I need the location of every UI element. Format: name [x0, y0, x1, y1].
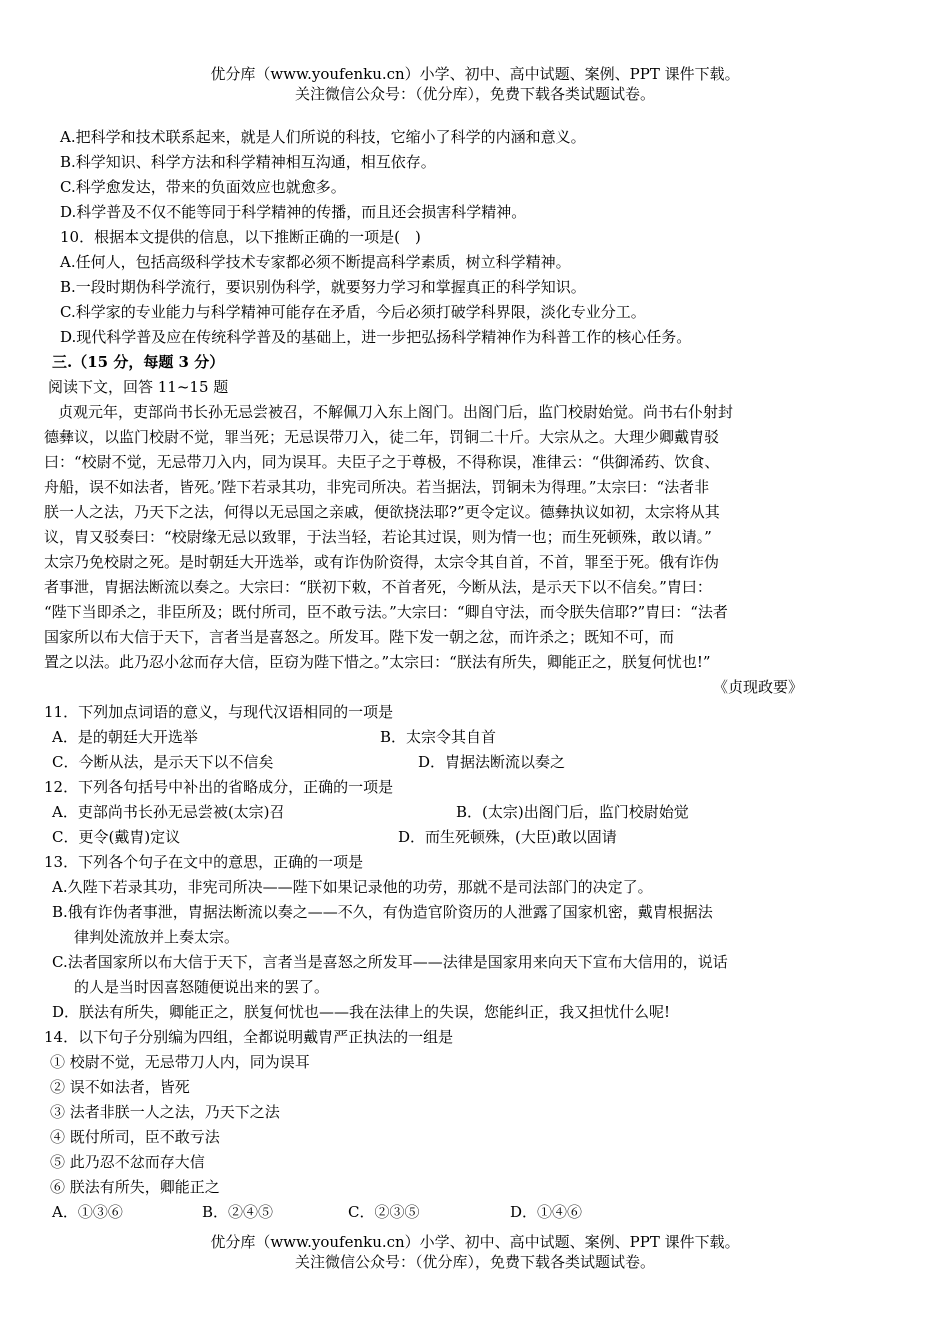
passage-line: 贞观元年，吏部尚书长孙无忌尝被召，不解佩刀入东上阁门。出阁门后，监门校尉始觉。尚书右仆射封	[58, 403, 734, 421]
q13-option-a: A.久陛下若录其功，非宪司所决——陛下如果记录他的功劳，那就不是司法部门的决定了。	[52, 878, 653, 896]
passage-line: 国家所以布大信于天下，言者当是喜怒之。所发耳。陛下发一朝之忿，而许杀之；既知不可，而	[44, 628, 675, 646]
passage-line: 德彝议，以监门校尉不觉，罪当死；无忌误带刀入，徒二年，罚铜二十斤。大宗从之。大理少卿戴胄驳	[44, 428, 720, 446]
q12-option-b: B．(太宗)出阁门后，监门校尉始觉	[456, 803, 689, 821]
section-3-title: 三.（15 分，每题 3 分）	[52, 353, 225, 371]
passage-line: 议，胄又驳奏曰：“校尉缘无忌以致罪，于法当轻，若论其过误，则为情一也；而生死顿殊，敢以请。”	[44, 528, 712, 546]
passage-line: 舟船，误不如法者，皆死。’陛下若录其功，非宪司所决。若当据法，罚铜未为得理。”太宗曰：“法者非	[44, 478, 710, 496]
q12-option-a: A．吏部尚书长孙无忌尝被(太宗)召	[52, 803, 285, 821]
q14-item: ⑥ 朕法有所失，卿能正之	[50, 1178, 220, 1196]
footer-line-1: 优分库（www.youfenku.cn）小学、初中、高中试题、案例、PPT 课件下载。	[210, 1233, 740, 1251]
q9-option-a: A.把科学和技术联系起来，就是人们所说的科技，它缩小了科学的内涵和意义。	[60, 128, 586, 146]
q11-option-d: D．胄据法断流以奏之	[418, 753, 566, 771]
q11-option-b: B．太宗令其自首	[380, 728, 497, 746]
q14-option-c: C．②③⑤	[348, 1203, 420, 1221]
q10-option-b: B.一段时期伪科学流行，要识别伪科学，就要努力学习和掌握真正的科学知识。	[60, 278, 586, 296]
passage-source: 《贞现政要》	[712, 678, 803, 696]
q14-option-a: A．①③⑥	[52, 1203, 123, 1221]
q10-option-d: D.现代科学普及应在传统科学普及的基础上，进一步把弘扬科学精神作为科普工作的核心任务。	[60, 328, 692, 346]
passage-line: 曰：“校尉不觉，无忌带刀入内，同为误耳。夫臣子之于尊极，不得称误，准律云：“供御浠药、饮食、	[44, 453, 720, 471]
q14-item: ⑤ 此乃忍不忿而存大信	[50, 1153, 205, 1171]
q9-option-b: B.科学知识、科学方法和科学精神相互沟通，相互依存。	[60, 153, 436, 171]
q12-option-d: D．而生死顿殊，(大臣)敢以固请	[398, 828, 617, 846]
q13-option-c-continued: 的人是当时因喜怒随便说出来的罢了。	[74, 978, 330, 996]
q13-option-c: C.法者国家所以布大信于天下，言者当是喜怒之所发耳——法律是国家用来向天下宣布大信用的，说话	[52, 953, 728, 971]
q10-option-a: A.任何人，包括高级科学技术专家都必须不断提高科学素质，树立科学精神。	[60, 253, 571, 271]
q13-option-d: D．朕法有所失，卿能正之，朕复何忧也——我在法律上的失误，您能纠正，我又担忧什么呢!	[52, 1003, 671, 1021]
q14-stem: 14．以下句子分别编为四组，全都说明戴胄严正执法的一组是	[44, 1028, 454, 1046]
q14-option-b: B．②④⑤	[202, 1203, 274, 1221]
q10-option-c: C.科学家的专业能力与科学精神可能存在矛盾，今后必须打破学科界限，淡化专业分工。	[60, 303, 646, 321]
q13-stem: 13．下列各个句子在文中的意思，正确的一项是	[44, 853, 364, 871]
footer-line-2: 关注微信公众号：（优分库），免费下载各类试题试卷。	[294, 1253, 655, 1271]
q11-stem: 11．下列加点词语的意义，与现代汉语相同的一项是	[44, 703, 394, 721]
q10-stem: 10．根据本文提供的信息，以下推断正确的一项是( )	[60, 228, 421, 246]
section-3-instruction: 阅读下文，回答 11~15 题	[48, 378, 229, 396]
passage-line: 朕一人之法，乃天下之法，何得以无忌国之亲戚，便欲挠法耶?”更令定议。德彝执议如初，太宗将从其	[44, 503, 720, 521]
q14-option-d: D．①④⑥	[510, 1203, 583, 1221]
passage-line: 太宗乃免校尉之死。是时朝廷大开选举，或有诈伪阶资得，太宗令其自首，不首，罪至于死。俄有诈伪	[44, 553, 720, 571]
q9-option-d: D.科学普及不仅不能等同于科学精神的传播，而且还会损害科学精神。	[60, 203, 527, 221]
q12-stem: 12．下列各句括号中补出的省略成分，正确的一项是	[44, 778, 394, 796]
header-line-2: 关注微信公众号：（优分库），免费下载各类试题试卷。	[294, 85, 655, 103]
q14-item: ④ 既付所司，臣不敢亏法	[50, 1128, 220, 1146]
q13-option-b: B.俄有诈伪者事泄，胄据法断流以奏之——不久，有伪造官阶资历的人泄露了国家机密，戴胄根据法	[52, 903, 713, 921]
q11-option-c: C．今断从法，是示天下以不信矣	[52, 753, 274, 771]
passage-line: “陛下当即杀之，非臣所及；既付所司，臣不敢亏法。”大宗曰：“卿自守法，而令朕失信耶?”胄曰：“法者	[44, 603, 728, 621]
q14-item: ② 误不如法者，皆死	[50, 1078, 190, 1096]
q14-item: ① 校尉不觉，无忌带刀人内，同为误耳	[50, 1053, 310, 1071]
header-line-1: 优分库（www.youfenku.cn）小学、初中、高中试题、案例、PPT 课件下载。	[210, 65, 740, 83]
passage-line: 置之以法。此乃忍小忿而存大信，臣窃为陛下惜之。”太宗曰：“朕法有所失，卿能正之，朕复何忧也!”	[44, 653, 711, 671]
q9-option-c: C.科学愈发达，带来的负面效应也就愈多。	[60, 178, 346, 196]
q13-option-b-continued: 律判处流放并上奏太宗。	[74, 928, 240, 946]
q11-option-a: A．是的朝廷大开选举	[52, 728, 198, 746]
q12-option-c: C．更令(戴胄)定议	[52, 828, 181, 846]
q14-item: ③ 法者非朕一人之法，乃天下之法	[50, 1103, 280, 1121]
passage-line: 者事泄，胄据法断流以奏之。大宗曰：“朕初下敕，不首者死，今断从法，是示天下以不信矣。”胄曰：	[44, 578, 712, 596]
